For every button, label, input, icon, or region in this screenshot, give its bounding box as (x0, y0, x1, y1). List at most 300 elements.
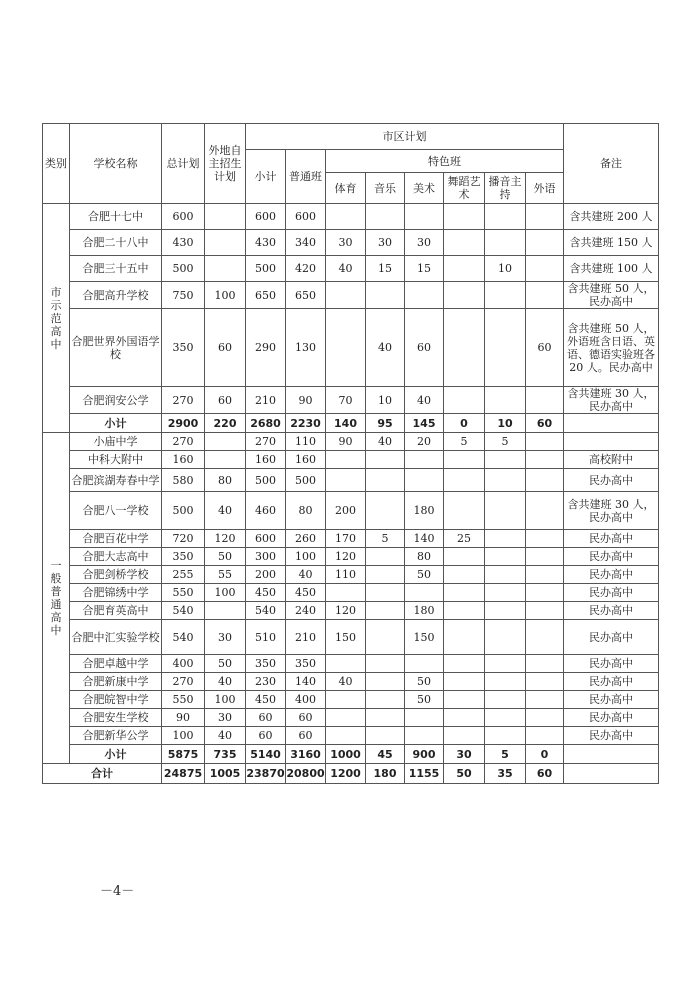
cell-pe: 40 (326, 673, 366, 691)
cell-foreign (526, 282, 564, 309)
cell-sub: 450 (246, 584, 286, 602)
grand-total-row (43, 764, 659, 784)
cell-regular: 420 (286, 256, 326, 282)
cell-regular: 500 (286, 469, 326, 492)
cell-music (366, 620, 405, 655)
cell-total: 550 (162, 691, 205, 709)
school-name: 合肥润安公学 (70, 387, 162, 414)
cell-foreign (526, 620, 564, 655)
cell-music: 40 (366, 309, 405, 387)
cell-outside: 60 (205, 309, 246, 387)
category-char: 中 (50, 624, 62, 637)
school-name: 合肥大志高中 (70, 548, 162, 566)
cell-art (405, 655, 444, 673)
header-regular-class: 普通班 (286, 150, 326, 204)
cell-pe (326, 727, 366, 745)
cell-broadcast (485, 620, 526, 655)
cell-pe (326, 282, 366, 309)
cell-art: 30 (405, 230, 444, 256)
cell-regular: 140 (286, 673, 326, 691)
cell-dance (444, 620, 485, 655)
cell-foreign (526, 673, 564, 691)
school-name: 合肥新康中学 (70, 673, 162, 691)
cell-foreign (526, 433, 564, 451)
header-dance: 舞蹈艺术 (444, 173, 485, 204)
cell-art: 60 (405, 309, 444, 387)
cell-art: 50 (405, 691, 444, 709)
cell-regular: 650 (286, 282, 326, 309)
cell-total: 2900 (162, 414, 205, 433)
cell-pe (326, 709, 366, 727)
cell-music: 45 (366, 745, 405, 764)
table-row (43, 530, 659, 548)
cell-broadcast (485, 282, 526, 309)
cell-regular: 160 (286, 451, 326, 469)
cell-foreign (526, 727, 564, 745)
cell-broadcast (485, 727, 526, 745)
table-row (43, 230, 659, 256)
cell-foreign (526, 469, 564, 492)
cell-outside: 30 (205, 709, 246, 727)
school-name: 合肥锦绣中学 (70, 584, 162, 602)
cell-total: 255 (162, 566, 205, 584)
cell-note: 含共建班 150 人 (564, 230, 659, 256)
cell-art: 40 (405, 387, 444, 414)
cell-art (405, 709, 444, 727)
cell-dance: 25 (444, 530, 485, 548)
cell-dance (444, 256, 485, 282)
cell-art (405, 584, 444, 602)
header-music: 音乐 (366, 173, 405, 204)
cell-foreign: 60 (526, 764, 564, 784)
school-name: 小庙中学 (70, 433, 162, 451)
school-name: 合肥世界外国语学校 (70, 309, 162, 387)
cell-broadcast: 5 (485, 433, 526, 451)
cell-sub: 23870 (246, 764, 286, 784)
table-row (43, 620, 659, 655)
cell-total: 600 (162, 204, 205, 230)
cell-outside (205, 602, 246, 620)
cell-outside: 40 (205, 727, 246, 745)
table-row (43, 204, 659, 230)
cell-pe (326, 309, 366, 387)
cell-outside (205, 433, 246, 451)
cell-sub: 540 (246, 602, 286, 620)
cell-broadcast (485, 492, 526, 530)
header-broadcast: 播音主持 (485, 173, 526, 204)
cell-art: 50 (405, 673, 444, 691)
cell-total: 270 (162, 433, 205, 451)
cell-art: 1155 (405, 764, 444, 784)
table-row (43, 469, 659, 492)
cell-foreign (526, 387, 564, 414)
cell-music: 5 (366, 530, 405, 548)
header-special-class: 特色班 (326, 150, 564, 173)
category-char: 通 (50, 598, 62, 611)
cell-art (405, 451, 444, 469)
cell-music (366, 566, 405, 584)
cell-outside: 40 (205, 673, 246, 691)
cell-note (564, 764, 659, 784)
cell-broadcast (485, 451, 526, 469)
subtotal-label: 小计 (70, 414, 162, 433)
cell-total: 270 (162, 673, 205, 691)
category-char: 示 (50, 298, 62, 312)
cell-regular: 100 (286, 548, 326, 566)
cell-sub: 160 (246, 451, 286, 469)
cell-outside: 735 (205, 745, 246, 764)
cell-note: 民办高中 (564, 584, 659, 602)
cell-total: 5875 (162, 745, 205, 764)
school-name: 合肥安生学校 (70, 709, 162, 727)
table-row (43, 282, 659, 309)
cell-music (366, 204, 405, 230)
cell-pe: 170 (326, 530, 366, 548)
cell-art: 180 (405, 492, 444, 530)
school-name: 合肥卓越中学 (70, 655, 162, 673)
cell-broadcast (485, 655, 526, 673)
school-name: 合肥滨湖寿春中学 (70, 469, 162, 492)
cell-pe: 1000 (326, 745, 366, 764)
cell-pe: 150 (326, 620, 366, 655)
cell-total: 430 (162, 230, 205, 256)
cell-pe (326, 691, 366, 709)
cell-music (366, 709, 405, 727)
cell-regular: 2230 (286, 414, 326, 433)
cell-dance (444, 602, 485, 620)
cell-note: 民办高中 (564, 620, 659, 655)
cell-note: 民办高中 (564, 602, 659, 620)
cell-sub: 450 (246, 691, 286, 709)
school-name: 合肥百花中学 (70, 530, 162, 548)
cell-note: 含共建班 200 人 (564, 204, 659, 230)
cell-art (405, 204, 444, 230)
cell-foreign (526, 709, 564, 727)
cell-note: 含共建班 50 人，民办高中 (564, 282, 659, 309)
cell-broadcast (485, 469, 526, 492)
cell-foreign: 60 (526, 414, 564, 433)
category-char: 普 (50, 585, 62, 598)
cell-outside: 1005 (205, 764, 246, 784)
cell-dance (444, 566, 485, 584)
cell-pe (326, 655, 366, 673)
table-row (43, 673, 659, 691)
cell-sub: 460 (246, 492, 286, 530)
cell-sub: 600 (246, 204, 286, 230)
cell-sub: 600 (246, 530, 286, 548)
cell-dance (444, 469, 485, 492)
cell-music (366, 282, 405, 309)
cell-broadcast: 35 (485, 764, 526, 784)
cell-pe: 120 (326, 548, 366, 566)
cell-regular: 3160 (286, 745, 326, 764)
cell-broadcast (485, 691, 526, 709)
cell-regular: 90 (286, 387, 326, 414)
cell-dance: 0 (444, 414, 485, 433)
cell-art (405, 469, 444, 492)
category-char: 中 (50, 337, 62, 351)
header-note: 备注 (564, 124, 659, 204)
cell-pe: 120 (326, 602, 366, 620)
cell-note: 民办高中 (564, 691, 659, 709)
school-name: 中科大附中 (70, 451, 162, 469)
cell-music: 95 (366, 414, 405, 433)
cell-pe (326, 204, 366, 230)
cell-total: 550 (162, 584, 205, 602)
grand-total-label: 合计 (43, 764, 162, 784)
cell-outside (205, 204, 246, 230)
cell-dance: 5 (444, 433, 485, 451)
cell-note: 民办高中 (564, 548, 659, 566)
cell-foreign (526, 492, 564, 530)
cell-music: 40 (366, 433, 405, 451)
school-name: 合肥剑桥学校 (70, 566, 162, 584)
cell-regular: 110 (286, 433, 326, 451)
cell-total: 750 (162, 282, 205, 309)
header-pe: 体育 (326, 173, 366, 204)
cell-regular: 40 (286, 566, 326, 584)
cell-broadcast (485, 309, 526, 387)
cell-music (366, 691, 405, 709)
cell-music (366, 727, 405, 745)
cell-outside (205, 230, 246, 256)
cell-foreign: 60 (526, 309, 564, 387)
cell-sub: 290 (246, 309, 286, 387)
cell-total: 720 (162, 530, 205, 548)
subtotal-row (43, 745, 659, 764)
table-row (43, 691, 659, 709)
table-row (43, 433, 659, 451)
cell-note: 含共建班 100 人 (564, 256, 659, 282)
cell-broadcast (485, 204, 526, 230)
cell-outside: 50 (205, 548, 246, 566)
cell-sub: 350 (246, 655, 286, 673)
cell-music (366, 451, 405, 469)
cell-art: 900 (405, 745, 444, 764)
school-name: 合肥三十五中 (70, 256, 162, 282)
cell-foreign (526, 566, 564, 584)
cell-foreign (526, 655, 564, 673)
subtotal-label: 小计 (70, 745, 162, 764)
cell-art: 80 (405, 548, 444, 566)
page-number: －4－ (100, 884, 135, 899)
cell-music (366, 469, 405, 492)
cell-total: 350 (162, 309, 205, 387)
table-row (43, 492, 659, 530)
cell-sub: 650 (246, 282, 286, 309)
cell-dance (444, 492, 485, 530)
category-label (43, 433, 70, 764)
cell-note: 含共建班 30 人，民办高中 (564, 387, 659, 414)
header-school-name: 学校名称 (70, 124, 162, 204)
header-city-plan: 市区计划 (246, 124, 564, 150)
cell-outside (205, 256, 246, 282)
cell-art: 15 (405, 256, 444, 282)
cell-sub: 200 (246, 566, 286, 584)
cell-total: 540 (162, 602, 205, 620)
table-row (43, 584, 659, 602)
cell-dance (444, 655, 485, 673)
cell-broadcast (485, 548, 526, 566)
cell-note: 民办高中 (564, 469, 659, 492)
cell-foreign: 0 (526, 745, 564, 764)
cell-music: 15 (366, 256, 405, 282)
cell-art: 180 (405, 602, 444, 620)
cell-foreign (526, 204, 564, 230)
cell-regular: 600 (286, 204, 326, 230)
cell-broadcast: 10 (485, 256, 526, 282)
cell-note (564, 433, 659, 451)
cell-outside: 40 (205, 492, 246, 530)
cell-dance: 30 (444, 745, 485, 764)
cell-pe (326, 584, 366, 602)
cell-outside: 30 (205, 620, 246, 655)
cell-pe: 1200 (326, 764, 366, 784)
cell-outside: 100 (205, 282, 246, 309)
cell-music: 10 (366, 387, 405, 414)
cell-foreign (526, 691, 564, 709)
cell-sub: 300 (246, 548, 286, 566)
header-total-plan: 总计划 (162, 124, 205, 204)
cell-sub: 2680 (246, 414, 286, 433)
cell-art (405, 727, 444, 745)
cell-pe: 70 (326, 387, 366, 414)
cell-total: 24875 (162, 764, 205, 784)
cell-sub: 270 (246, 433, 286, 451)
cell-sub: 5140 (246, 745, 286, 764)
cell-dance (444, 691, 485, 709)
category-char: 范 (50, 311, 62, 325)
table-row (43, 655, 659, 673)
table-row (43, 727, 659, 745)
cell-foreign (526, 602, 564, 620)
table-row (43, 709, 659, 727)
cell-note: 民办高中 (564, 655, 659, 673)
cell-dance (444, 451, 485, 469)
cell-sub: 500 (246, 469, 286, 492)
cell-foreign (526, 530, 564, 548)
cell-total: 540 (162, 620, 205, 655)
cell-sub: 230 (246, 673, 286, 691)
school-name: 合肥八一学校 (70, 492, 162, 530)
table-row (43, 256, 659, 282)
cell-dance (444, 584, 485, 602)
table-row (43, 387, 659, 414)
cell-music (366, 655, 405, 673)
cell-dance (444, 673, 485, 691)
cell-outside: 50 (205, 655, 246, 673)
cell-total: 580 (162, 469, 205, 492)
table-row (43, 566, 659, 584)
cell-art: 140 (405, 530, 444, 548)
cell-regular: 210 (286, 620, 326, 655)
cell-art (405, 282, 444, 309)
school-name: 合肥皖智中学 (70, 691, 162, 709)
subtotal-row (43, 414, 659, 433)
cell-pe: 110 (326, 566, 366, 584)
cell-total: 100 (162, 727, 205, 745)
cell-regular: 240 (286, 602, 326, 620)
cell-dance (444, 282, 485, 309)
cell-regular: 350 (286, 655, 326, 673)
cell-regular: 60 (286, 709, 326, 727)
table-row (43, 309, 659, 387)
cell-outside: 80 (205, 469, 246, 492)
cell-broadcast: 5 (485, 745, 526, 764)
cell-regular: 340 (286, 230, 326, 256)
cell-broadcast: 10 (485, 414, 526, 433)
cell-sub: 210 (246, 387, 286, 414)
category-char: 般 (50, 572, 62, 585)
school-name: 合肥育英高中 (70, 602, 162, 620)
cell-music: 180 (366, 764, 405, 784)
cell-music (366, 548, 405, 566)
school-name: 合肥新华公学 (70, 727, 162, 745)
cell-total: 160 (162, 451, 205, 469)
category-label (43, 204, 70, 433)
cell-total: 500 (162, 492, 205, 530)
cell-note: 民办高中 (564, 673, 659, 691)
cell-pe: 200 (326, 492, 366, 530)
cell-note: 民办高中 (564, 530, 659, 548)
category-char: 市 (50, 285, 62, 299)
cell-regular: 400 (286, 691, 326, 709)
cell-art: 20 (405, 433, 444, 451)
cell-outside: 100 (205, 691, 246, 709)
cell-pe: 140 (326, 414, 366, 433)
cell-music (366, 602, 405, 620)
cell-note: 含共建班 50 人，外语班含日语、英语、德语实验班各 20 人。民办高中 (564, 309, 659, 387)
cell-dance (444, 204, 485, 230)
cell-dance (444, 709, 485, 727)
category-char: 一 (50, 559, 62, 572)
cell-broadcast (485, 387, 526, 414)
cell-broadcast (485, 584, 526, 602)
cell-dance (444, 309, 485, 387)
cell-note: 民办高中 (564, 566, 659, 584)
cell-note (564, 414, 659, 433)
cell-regular: 260 (286, 530, 326, 548)
cell-pe: 90 (326, 433, 366, 451)
cell-pe: 40 (326, 256, 366, 282)
table-row (43, 602, 659, 620)
cell-outside (205, 451, 246, 469)
cell-note: 民办高中 (564, 727, 659, 745)
header-subtotal: 小计 (246, 150, 286, 204)
cell-outside: 60 (205, 387, 246, 414)
cell-dance: 50 (444, 764, 485, 784)
cell-total: 350 (162, 548, 205, 566)
enrollment-plan-table (42, 123, 659, 784)
header-outside-plan: 外地自主招生计划 (205, 124, 246, 204)
cell-note: 民办高中 (564, 709, 659, 727)
school-name: 合肥十七中 (70, 204, 162, 230)
table-body (43, 204, 659, 784)
cell-sub: 510 (246, 620, 286, 655)
cell-pe: 30 (326, 230, 366, 256)
header-art: 美术 (405, 173, 444, 204)
cell-note (564, 745, 659, 764)
cell-music (366, 584, 405, 602)
school-name: 合肥二十八中 (70, 230, 162, 256)
cell-art: 150 (405, 620, 444, 655)
cell-art: 145 (405, 414, 444, 433)
cell-note: 含共建班 30 人，民办高中 (564, 492, 659, 530)
cell-broadcast (485, 602, 526, 620)
cell-broadcast (485, 230, 526, 256)
cell-total: 90 (162, 709, 205, 727)
header-category: 类别 (43, 124, 70, 204)
